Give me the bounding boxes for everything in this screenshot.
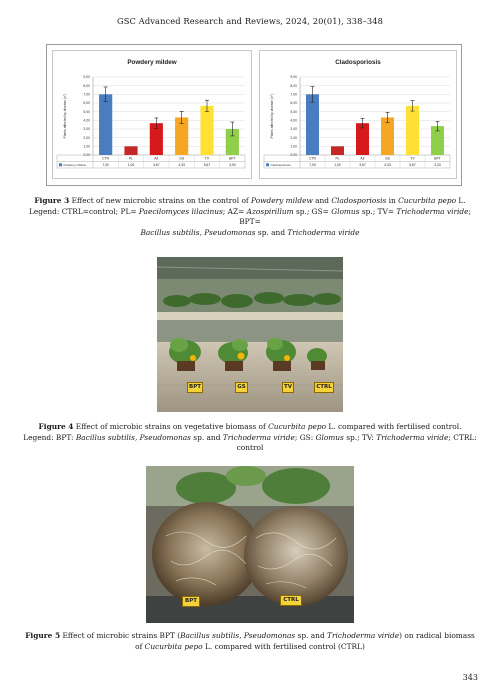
y-tick-label: 3,00: [290, 127, 297, 132]
table-legend-swatch: [266, 163, 269, 166]
fig3-caption-part: L.: [456, 196, 466, 205]
photo-tag-tv: TV: [282, 382, 294, 393]
chart-powdery-mildew-svg: [53, 51, 251, 178]
y-tick-label: 5,00: [290, 109, 297, 114]
fig4-legend-tv2: Trichoderma viride: [376, 432, 449, 442]
fig3-legend-part: ; AZ=: [222, 206, 247, 216]
y-tick-label: 8,00: [290, 83, 297, 88]
bar-ctr: [306, 94, 319, 155]
fig5-caption-bs: Bacillus subtilis, Pseudomonas: [180, 631, 296, 640]
data-value-label: 3,67: [153, 163, 160, 168]
fig3-caption-cl: Cladosporiosis: [331, 196, 387, 205]
y-axis-label: Plants affected by disease (n°): [63, 93, 67, 139]
y-tick-label: 7,00: [83, 92, 90, 97]
figure-3-caption: [18, 196, 482, 238]
figure-3-charts: [46, 44, 462, 186]
fig3-legend-part: sp.; TV=: [359, 206, 397, 216]
x-category-label: PL: [128, 156, 134, 161]
data-value-label: 3,67: [359, 163, 366, 168]
y-tick-label: 2,00: [290, 135, 297, 140]
fig5-caption-part: ) on radical biomass: [399, 631, 475, 640]
fig3-caption-part: and: [312, 196, 332, 205]
fig3-legend-part: Legend: CTRL=control; PL=: [29, 206, 139, 216]
y-tick-label: 6,00: [83, 101, 90, 106]
x-category-label: CTR: [309, 156, 316, 161]
fig3-legend-pl: Paecilomyces lilacinus: [138, 206, 223, 216]
y-tick-label: 2,00: [83, 135, 90, 140]
photo-tag-bpt: BPT: [182, 596, 200, 607]
fig4-legend-bs: Bacillus subtilis, Pseudomonas: [75, 432, 191, 442]
fig4-legend-gs: Glomus: [315, 432, 344, 442]
data-value-label: 1,00: [334, 163, 341, 168]
fig3-legend-part: sp. and: [255, 227, 288, 237]
data-value-label: 4,33: [384, 163, 391, 168]
fig3-legend-tv: Trichoderma viride: [396, 206, 469, 216]
x-category-label: GS: [385, 156, 390, 161]
photo-tag-gs: GS: [235, 382, 248, 393]
fig5-caption-part: sp. and: [295, 631, 328, 640]
y-tick-label: 4,00: [290, 118, 297, 123]
fig5-caption-tv: Trichoderma viride: [327, 631, 400, 640]
figure-5-label: Figure 5: [25, 631, 61, 640]
fig3-caption-part: in: [386, 196, 399, 205]
fig4-caption-species: Cucurbita pepo: [268, 422, 327, 431]
fig3-legend-bs: Bacillus subtilis, Pseudomonas: [140, 227, 256, 237]
table-legend-swatch: [59, 163, 62, 166]
fig4-legend-part: sp.; TV:: [343, 432, 377, 442]
x-category-label: AZ: [154, 156, 159, 161]
fig5-caption-part: L. compared with fertilised control (CTRL): [202, 641, 365, 651]
data-value-label: 5,67: [203, 163, 211, 168]
figure-5-photo: [146, 466, 354, 623]
chart-title: Powdery mildew: [127, 59, 177, 66]
y-tick-label: 8,00: [83, 83, 90, 88]
x-category-label: CTR: [102, 156, 110, 161]
fig4-legend-part: Legend: BPT:: [23, 432, 76, 442]
fig5-caption-species: Cucurbita pepo: [144, 641, 203, 651]
y-tick-label: 5,00: [83, 109, 90, 114]
figure-3-label: Figure 3: [34, 196, 70, 205]
page-number: 343: [462, 673, 478, 682]
figure-4-caption: [18, 422, 482, 454]
fig4-legend-part: ; GS:: [294, 432, 316, 442]
data-value-label: 3,00: [229, 163, 236, 168]
y-tick-label: 6,00: [290, 101, 297, 106]
fig3-legend-gs: Glomus: [331, 206, 360, 216]
x-category-label: GS: [179, 156, 185, 161]
chart-cladosporiosis: [259, 50, 457, 179]
fig5-caption-part: of: [135, 641, 145, 651]
y-tick-label: 7,00: [290, 92, 297, 97]
data-value-label: 7,00: [102, 163, 109, 168]
x-category-label: BPT: [229, 156, 236, 161]
x-category-label: PL: [335, 156, 340, 161]
fig3-legend-part: sp.; GS=: [293, 206, 332, 216]
y-tick-label: 0,00: [290, 153, 297, 158]
bar-gs: [381, 117, 394, 155]
x-category-label: BPT: [434, 156, 441, 161]
figure-4-label: Figure 4: [38, 422, 74, 431]
fig4-legend-part: ; CTRL:: [448, 432, 477, 442]
fig3-caption-pm: Powdery mildew: [251, 196, 313, 205]
fig3-caption-species: Cucurbita pepo: [398, 196, 457, 205]
data-value-label: 5,67: [409, 163, 416, 168]
photo-tag-ctrl: CTRL: [314, 382, 334, 393]
x-category-label: TV: [204, 156, 210, 161]
fig5-caption-part: Effect of microbic strains BPT (: [60, 631, 181, 640]
y-tick-label: 3,00: [83, 127, 90, 132]
fig3-caption-part: Effect of new microbic strains on the control of: [69, 196, 252, 205]
chart-cladosporiosis-svg: [260, 51, 456, 178]
x-category-label: TV: [410, 156, 415, 161]
fig4-legend-tv: Trichoderma viride: [222, 432, 295, 442]
fig3-legend-part: ; BPT=: [239, 206, 471, 226]
bar-ctr: [99, 94, 112, 155]
y-tick-label: 1,00: [290, 144, 297, 149]
photo-tag-ctrl: CTRL: [280, 595, 302, 606]
bar-tv: [200, 106, 213, 155]
y-tick-label: 4,00: [83, 118, 90, 123]
data-value-label: 3,33: [434, 163, 441, 168]
y-tick-label: 9,00: [290, 75, 297, 80]
table-series-label: Cladosporiosis: [270, 163, 291, 168]
table-series-label: Powdery mildew: [63, 163, 87, 168]
data-value-label: 4,33: [178, 163, 185, 168]
photo-tag-bpt: BPT: [187, 382, 203, 393]
data-value-label: 1,00: [127, 163, 135, 168]
bar-tv: [406, 106, 419, 155]
x-category-label: AZ: [360, 156, 365, 161]
root-biomass-photo-image: [146, 466, 354, 623]
y-tick-label: 1,00: [83, 144, 90, 149]
y-tick-label: 9,00: [83, 75, 90, 80]
y-tick-label: 0,00: [83, 153, 90, 158]
bar-pl: [331, 146, 344, 155]
fig3-legend-tv2: Trichoderma viride: [287, 227, 360, 237]
y-axis-label: Plants affected by disease (n°): [270, 93, 274, 139]
figure-5-caption: [18, 631, 482, 652]
fig4-caption-part: Effect of microbic strains on vegetative biomass of: [73, 422, 269, 431]
chart-title: Cladosporiosis: [335, 59, 381, 66]
fig3-legend-az: Azospirillum: [246, 206, 294, 216]
figure-4-photo: [157, 257, 343, 412]
bar-pl: [124, 146, 137, 155]
data-value-label: 7,00: [309, 163, 316, 168]
running-header: GSC Advanced Research and Reviews, 2024, 20(01), 338–348: [117, 16, 383, 26]
chart-powdery-mildew: [52, 50, 252, 179]
fig4-legend-part: control: [236, 443, 264, 452]
fig4-caption-part: L. compared with fertilised control.: [326, 422, 462, 431]
fig4-legend-part: sp. and: [190, 432, 223, 442]
